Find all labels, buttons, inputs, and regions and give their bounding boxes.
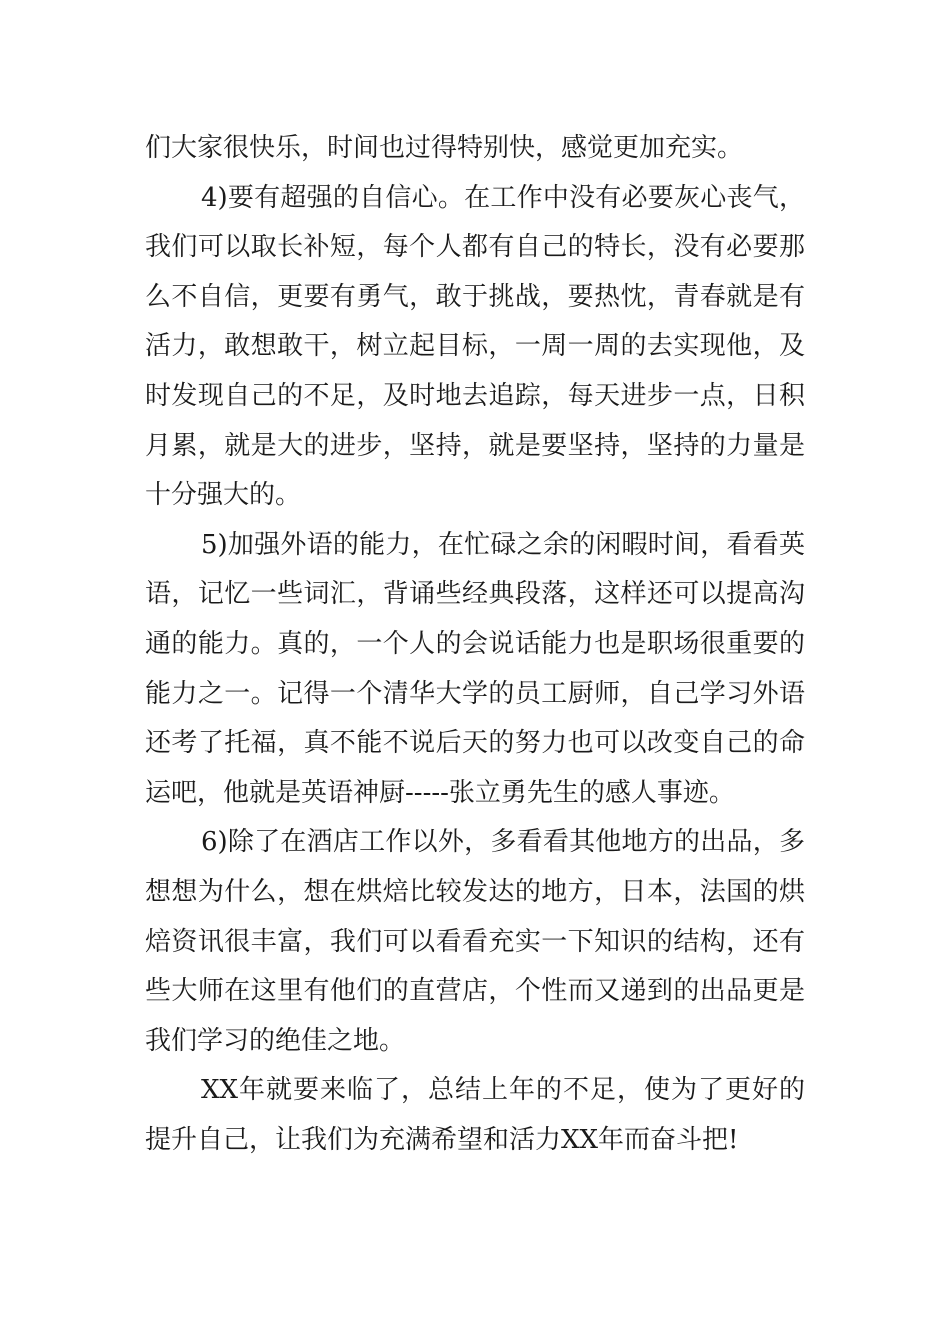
paragraph-foreign-language: 5)加强外语的能力，在忙碌之余的闲暇时间，看看英语，记忆一些词汇，背诵些经典段落，这样还可以提高沟通的能力。真的，一个人的会说话能力也是职场很重要的能力之一。记得一个清华大学的员工厨师，自己学习外语还考了托福，真不能不说后天的努力也可以改变自己的命运吧，他就是英语神厨-----张立勇先生的感人事迹。	[145, 529, 805, 808]
document-body	[145, 124, 805, 1165]
paragraph-confidence: 4)要有超强的自信心。在工作中没有必要灰心丧气，我们可以取长补短，每个人都有自己的特长，没有必要那么不自信，更要有勇气，敢于挑战，要热忱，青春就是有活力，敢想敢干，树立起目标，一周一周的去实现他，及时发现自己的不足，及时地去追踪，每天进步一点，日积月累，就是大的进步，坚持，就是要坚持，坚持的力量是十分强大的。	[145, 182, 805, 511]
paragraph-continuation: 们大家很快乐，时间也过得特别快，感觉更加充实。	[145, 133, 744, 163]
paragraph-closing: XX年就要来临了，总结上年的不足，使为了更好的提升自己，让我们为充满希望和活力XX年而奋斗把!	[145, 1075, 805, 1155]
paragraph-outside-learning: 6)除了在酒店工作以外，多看看其他地方的出品，多想想为什么，想在烘焙比较发达的地方，日本，法国的烘焙资讯很丰富，我们可以看看充实一下知识的结构，还有些大师在这里有他们的直营店，个性而又递到的出品更是我们学习的绝佳之地。	[145, 827, 805, 1056]
